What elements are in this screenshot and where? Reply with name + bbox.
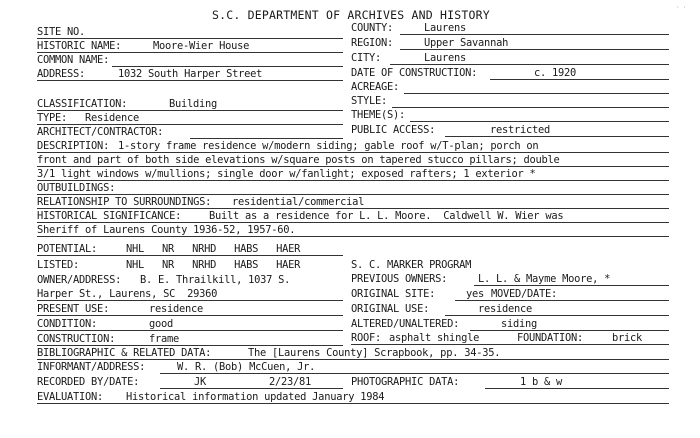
county-value: Laurens	[424, 22, 467, 34]
common-name-label: COMMON NAME:	[37, 54, 110, 66]
potential-codes: NHL NR NRHD HABS HAER	[126, 243, 301, 255]
condition-line	[37, 330, 343, 331]
address-label: ADDRESS:	[37, 68, 86, 80]
present-use-label: PRESENT USE:	[37, 303, 110, 315]
recorded-label: RECORDED BY/DATE:	[37, 376, 140, 388]
region-line	[400, 49, 669, 50]
significance-rule-2	[37, 236, 669, 237]
description-line-1: 1-story frame residence w/modern siding; gable roof w/T-plan; porch on	[118, 140, 539, 152]
region-label: REGION:	[351, 37, 394, 49]
address-line	[37, 80, 343, 81]
description-rule-1	[37, 152, 669, 153]
condition-label: CONDITION:	[37, 318, 98, 330]
roof-line	[351, 344, 669, 345]
surroundings-label: RELATIONSHIP TO SURROUNDINGS:	[37, 196, 212, 208]
theme-line	[410, 121, 669, 122]
public-access-line	[445, 136, 669, 137]
construction-date-label: DATE OF CONSTRUCTION:	[351, 67, 478, 79]
historic-name-label: HISTORIC NAME:	[37, 40, 122, 52]
architect-line	[190, 138, 343, 139]
altered-line	[470, 330, 669, 331]
informant-value: W. R. (Bob) McCuen, Jr.	[177, 361, 316, 373]
construction-date-value: c. 1920	[534, 67, 577, 79]
construction-line	[37, 345, 343, 346]
card-title: S.C. DEPARTMENT OF ARCHIVES AND HISTORY	[212, 8, 490, 22]
architect-label: ARCHITECT/CONTRACTOR:	[37, 126, 164, 138]
roof-label: ROOF:	[351, 332, 382, 344]
previous-owners-label: PREVIOUS OWNERS:	[351, 273, 448, 285]
present-use-line	[37, 315, 343, 316]
classification-value: Building	[169, 98, 218, 110]
classification-line	[37, 110, 343, 111]
original-site-label: ORIGINAL SITE:	[351, 288, 436, 300]
marker-program-label: S. C. MARKER PROGRAM	[351, 259, 472, 271]
owner-label: OWNER/ADDRESS:	[37, 274, 122, 286]
photographic-line	[485, 388, 669, 389]
potential-label: POTENTIAL:	[37, 243, 98, 255]
outbuildings-line	[37, 194, 669, 195]
present-use-value: residence	[149, 303, 204, 315]
description-label: DESCRIPTION:	[37, 140, 110, 152]
evaluation-line	[37, 403, 669, 404]
surroundings-line	[37, 208, 669, 209]
construction-value: frame	[149, 333, 180, 345]
city-line	[390, 64, 669, 65]
county-label: COUNTY:	[351, 22, 394, 34]
common-name-line	[112, 66, 343, 67]
outbuildings-label: OUTBUILDINGS:	[37, 182, 116, 194]
historic-name-line	[37, 52, 343, 53]
condition-value: good	[149, 318, 174, 330]
roof-value: asphalt shingle	[389, 332, 480, 344]
original-use-line	[445, 315, 669, 316]
region-value: Upper Savannah	[424, 37, 509, 49]
recorded-by-value: JK	[194, 376, 207, 388]
type-label: TYPE:	[37, 112, 68, 124]
bibliographic-value: The [Laurens County] Scrapbook, pp. 34-35.	[248, 347, 501, 359]
altered-label: ALTERED/UNALTERED:	[351, 318, 460, 330]
construction-date-line	[490, 79, 669, 80]
moved-date-label: MOVED/DATE:	[491, 288, 558, 300]
evaluation-label: EVALUATION:	[37, 391, 104, 403]
owner-line-1: B. E. Thrailkill, 1037 S.	[140, 274, 291, 286]
significance-line-2: Sheriff of Laurens County 1936-52, 1957-60.	[37, 224, 296, 236]
county-line	[400, 34, 669, 35]
classification-label: CLASSIFICATION:	[37, 98, 128, 110]
surroundings-value: residential/commercial	[232, 196, 365, 208]
scan-speckle: · ·	[676, 4, 687, 11]
type-line	[37, 124, 343, 125]
significance-rule-1	[37, 222, 669, 223]
original-site-line	[455, 300, 669, 301]
foundation-label: FOUNDATION:	[517, 332, 584, 344]
description-line-2: front and part of both side elevations w/square posts on tapered stucco pillars; double	[37, 154, 560, 166]
informant-label: INFORMANT/ADDRESS:	[37, 361, 146, 373]
city-label: CITY:	[351, 52, 382, 64]
previous-owners-line	[474, 285, 669, 286]
description-rule-2	[37, 166, 669, 167]
listed-label: LISTED:	[37, 259, 80, 271]
address-value: 1032 South Harper Street	[118, 68, 263, 80]
historic-name-value: Moore-Wier House	[153, 40, 250, 52]
owner-rule	[37, 300, 343, 301]
city-value: Laurens	[424, 52, 467, 64]
bibliographic-label: BIBLIOGRAPHIC & RELATED DATA:	[37, 347, 212, 359]
listed-codes: NHL NR NRHD HABS HAER	[126, 259, 301, 271]
public-access-value: restricted	[490, 124, 551, 136]
altered-value: siding	[501, 318, 538, 330]
photographic-value: 1 b & w	[520, 376, 563, 388]
informant-line	[160, 373, 669, 374]
original-use-value: residence	[478, 303, 533, 315]
photographic-label: PHOTOGRAPHIC DATA:	[351, 376, 460, 388]
style-line	[392, 107, 669, 108]
description-line-3: 3/1 light windows w/mullions; single door w/fanlight; exposed rafters; 1 exterior *	[37, 168, 536, 180]
style-label: STYLE:	[351, 95, 388, 107]
description-rule-3	[37, 180, 669, 181]
potential-line	[37, 255, 343, 256]
theme-label: THEME(S):	[351, 109, 406, 121]
public-access-label: PUBLIC ACCESS:	[351, 124, 436, 136]
site-no-line	[37, 38, 343, 39]
acreage-line	[404, 93, 669, 94]
bibliographic-line	[37, 359, 669, 360]
owner-line-2: Harper St., Laurens, SC 29360	[37, 288, 218, 300]
evaluation-value: Historical information updated January 1984	[126, 391, 385, 403]
construction-label: CONSTRUCTION:	[37, 333, 116, 345]
original-site-value: yes	[466, 288, 485, 300]
recorded-date-value: 2/23/81	[269, 376, 312, 388]
acreage-label: ACREAGE:	[351, 81, 400, 93]
significance-line-1: Built as a residence for L. L. Moore. Caldwell W. Wier was	[209, 210, 564, 222]
previous-owners-value: L. L. & Mayme Moore, *	[478, 273, 611, 285]
recorded-line	[160, 388, 343, 389]
original-use-label: ORIGINAL USE:	[351, 303, 430, 315]
foundation-value: brick	[612, 332, 643, 344]
significance-label: HISTORICAL SIGNIFICANCE:	[37, 210, 182, 222]
site-no-label: SITE NO.	[37, 26, 86, 38]
type-value: Residence	[85, 112, 140, 124]
